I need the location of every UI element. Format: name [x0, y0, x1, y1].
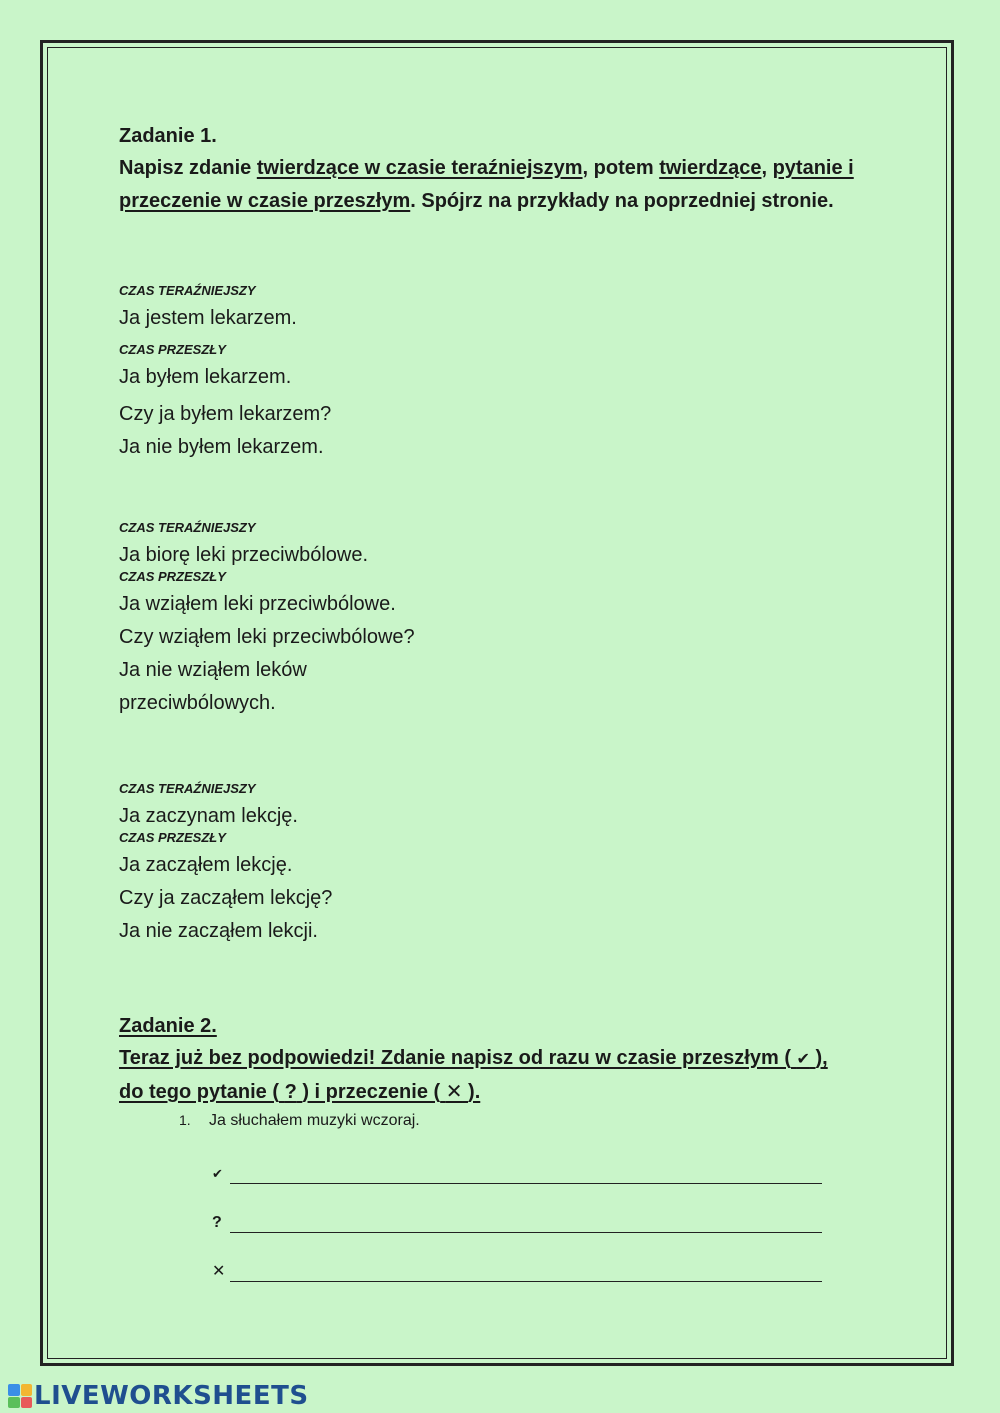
- present-sentence: Ja biorę leki przeciwbólowe.: [119, 544, 369, 566]
- instr-text-1: Napisz zdanie: [119, 157, 257, 179]
- question-icon: ?: [284, 1081, 297, 1103]
- past-question-sentence: Czy wziąłem leki przeciwbólowe?: [119, 626, 415, 648]
- task2-title-text: Zadanie 2.: [119, 1015, 217, 1037]
- cross-icon: ✕: [212, 1263, 226, 1280]
- exercise-item-1: [179, 1109, 420, 1132]
- present-tense-label: CZAS TERAŹNIEJSZY: [119, 781, 256, 796]
- task1-instructions: [119, 152, 909, 218]
- instr-line1-text: Teraz już bez podpowiedzi! Zdanie napisz od razu w czasie przeszłym (: [119, 1047, 791, 1069]
- past-affirmative-sentence: Ja byłem lekarzem.: [119, 366, 292, 388]
- task1-title: Zadanie 1.: [119, 125, 217, 147]
- example-block-2: [119, 519, 819, 720]
- past-tense-label: CZAS PRZESZŁY: [119, 830, 226, 845]
- task2-instructions: [119, 1042, 919, 1109]
- present-tense-label: CZAS TERAŹNIEJSZY: [119, 520, 256, 535]
- task2-instruction-line2: [119, 1081, 480, 1103]
- question-icon: ?: [212, 1214, 222, 1231]
- past-tense-label: CZAS PRZESZŁY: [119, 569, 226, 584]
- past-negative-sentence: Ja nie zacząłem lekcji.: [119, 920, 318, 942]
- instr-line2-mid: ) i przeczenie (: [302, 1081, 441, 1103]
- example-block-3: [119, 780, 819, 948]
- cross-icon: ✕: [445, 1081, 463, 1103]
- task1-section: [119, 120, 909, 218]
- answer-affirmative-row[interactable]: [212, 1156, 822, 1184]
- past-affirmative-sentence: Ja wziąłem leki przeciwbólowe.: [119, 593, 396, 615]
- logo-text: LIVEWORKSHEETS: [34, 1381, 309, 1411]
- logo-mark-icon: [8, 1384, 32, 1408]
- instr-line2-end: ).: [468, 1081, 481, 1103]
- instr-text-4: . Spójrz na przykłady na poprzedniej stronie.: [410, 190, 834, 212]
- task2-section: [119, 1010, 919, 1109]
- exercise-sentence: Ja słuchałem muzyki wczoraj.: [209, 1112, 420, 1129]
- answer-affirmative-field[interactable]: [230, 1163, 822, 1184]
- example-block-1: [119, 282, 819, 464]
- past-tense-label: CZAS PRZESZŁY: [119, 342, 226, 357]
- instr-underline-3: pytanie i przeczenie w czasie przeszłym: [119, 157, 854, 212]
- liveworksheets-logo: [8, 1381, 309, 1411]
- present-tense-label: CZAS TERAŹNIEJSZY: [119, 283, 256, 298]
- past-negative-sentence-line2: przeciwbólowych.: [119, 692, 276, 714]
- instr-line2-text: do tego pytanie (: [119, 1081, 279, 1103]
- instr-underline-2: twierdzące: [659, 157, 762, 179]
- present-sentence: Ja jestem lekarzem.: [119, 307, 297, 329]
- past-negative-sentence-line1: Ja nie wziąłem leków: [119, 659, 307, 681]
- past-question-sentence: Czy ja zacząłem lekcję?: [119, 887, 333, 909]
- answer-negative-row[interactable]: [212, 1254, 822, 1282]
- exercise-number: 1.: [179, 1112, 191, 1128]
- past-question-sentence: Czy ja byłem lekarzem?: [119, 403, 332, 425]
- instr-text-2: , potem: [582, 157, 660, 179]
- answer-question-field[interactable]: [230, 1212, 822, 1233]
- answer-question-row[interactable]: [212, 1205, 822, 1233]
- task2-instruction-line1: [119, 1047, 828, 1069]
- past-affirmative-sentence: Ja zacząłem lekcję.: [119, 854, 293, 876]
- past-negative-sentence: Ja nie byłem lekarzem.: [119, 436, 324, 458]
- check-icon: ✔: [796, 1051, 810, 1068]
- present-sentence: Ja zaczynam lekcję.: [119, 805, 298, 827]
- instr-line1-end: ),: [815, 1047, 828, 1069]
- check-icon: ✔: [212, 1166, 223, 1181]
- instr-underline-1: twierdzące w czasie teraźniejszym: [256, 157, 583, 179]
- answer-negative-field[interactable]: [230, 1261, 822, 1282]
- task2-title: [119, 1010, 919, 1042]
- instr-text-3: ,: [761, 157, 773, 179]
